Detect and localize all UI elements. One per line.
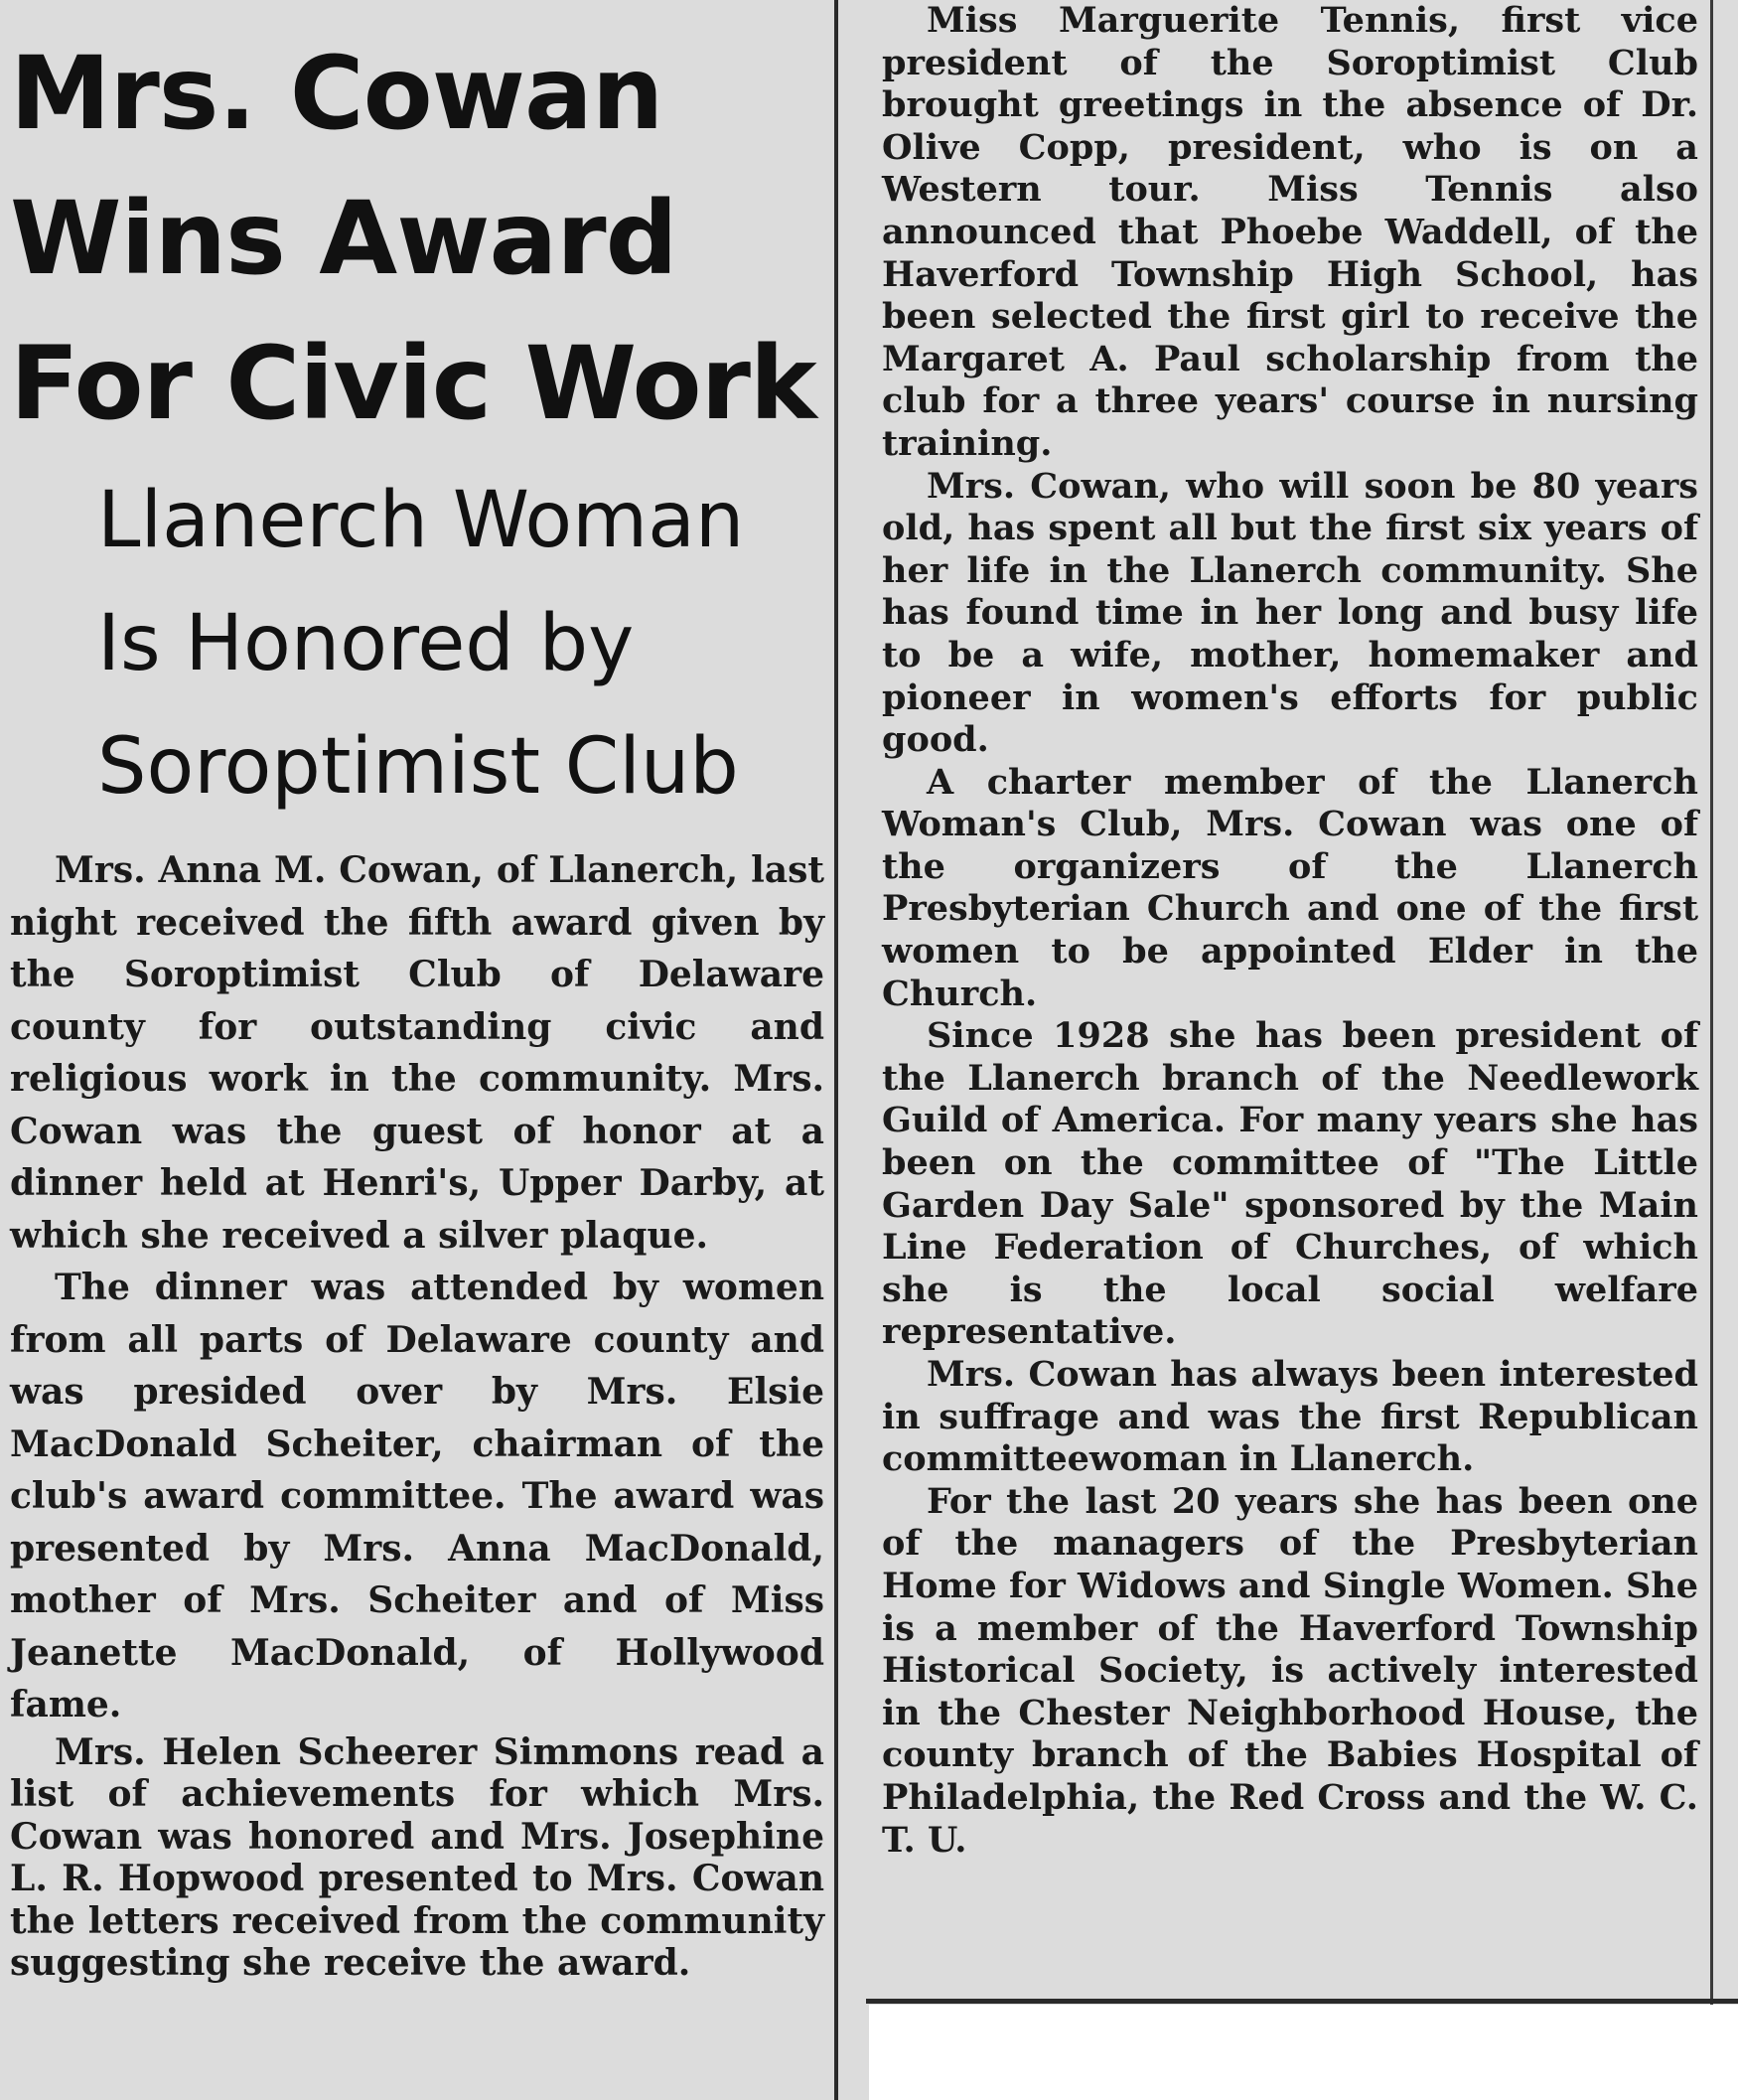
- paragraph-suffrage: Mrs. Cowan has always been interested in suffrage and was the first Republican committeewoman in Llanerch.: [882, 1354, 1698, 1480]
- paragraph-church: A charter member of the Llanerch Woman's Club, Mrs. Cowan was one of the organizers of the Llanerch Presbyterian Church and one of the first women to be appointed Elder in the Church.: [882, 761, 1698, 1014]
- paragraph-achievements: Mrs. Helen Scheerer Simmons read a list of achievements for which Mrs. Cowan was honored and Mrs. Josephine L. R. Hopwood presented to Mrs. Cowan the letters received from the community suggesting she receive the award.: [10, 1730, 824, 1984]
- headline: Mrs. Cowan Wins Award For Civic Work: [10, 35, 816, 443]
- paragraph-award: Mrs. Anna M. Cowan, of Llanerch, last night received the fifth award given by the Soroptimist Club of Delaware county for outstanding civic and religious work in the community. Mrs. Cowan was the guest of honor at a dinner held at Henri's, Upper Darby, at which she received a silver plaque.: [10, 849, 824, 1257]
- blank-area: [869, 2005, 1738, 2100]
- paragraph-biography: Mrs. Cowan, who will soon be 80 years old, has spent all but the first six years of her life in the Llanerch community. She has found time in her long and busy life to be a wife, mother, homemaker and pioneer in women's efforts for public good.: [882, 465, 1698, 761]
- column-divider: [834, 0, 838, 2100]
- paragraph-managers: For the last 20 years she has been one of the managers of the Presbyterian Home for Widows and Single Women. She is a member of the Haverford Township Historical Society, is actively interested in the Chester Neighborhood House, the county branch of the Babies Hospital of Philadelphia, the Red Cross and the W. C. T. U.: [882, 1480, 1698, 1861]
- bottom-rule: [866, 1999, 1738, 2004]
- right-column: [862, 0, 1706, 2005]
- right-edge-rule: [1710, 0, 1713, 2005]
- paragraph-needlework-guild: Since 1928 she has been president of the Llanerch branch of the Needlework Guild of America. For many years she has been on the committee of "The Little Garden Day Sale" sponsored by the Main Line Federation of Churches, of which she is the local social welfare representative.: [882, 1015, 1698, 1353]
- paragraph-greetings: Miss Marguerite Tennis, first vice president of the Soroptimist Club brought greetings in the absence of Dr. Olive Copp, president, who is on a Western tour. Miss Tennis also announced that Phoebe Waddell, of the Haverford Township High School, has been selected the first girl to receive the Margaret A. Paul scholarship from the club for a three years' course in nursing training.: [882, 0, 1698, 464]
- left-column: [0, 0, 832, 2100]
- subheadline: Llanerch Woman Is Honored by Soroptimist Club: [97, 476, 745, 812]
- paragraph-dinner: The dinner was attended by women from all parts of Delaware county and was presided over by Mrs. Elsie MacDonald Scheiter, chairman of the club's award committee. The award was presented by Mrs. Anna MacDonald, mother of Mrs. Scheiter and of Miss Jeanette MacDonald, of Hollywood fame.: [10, 1267, 824, 1725]
